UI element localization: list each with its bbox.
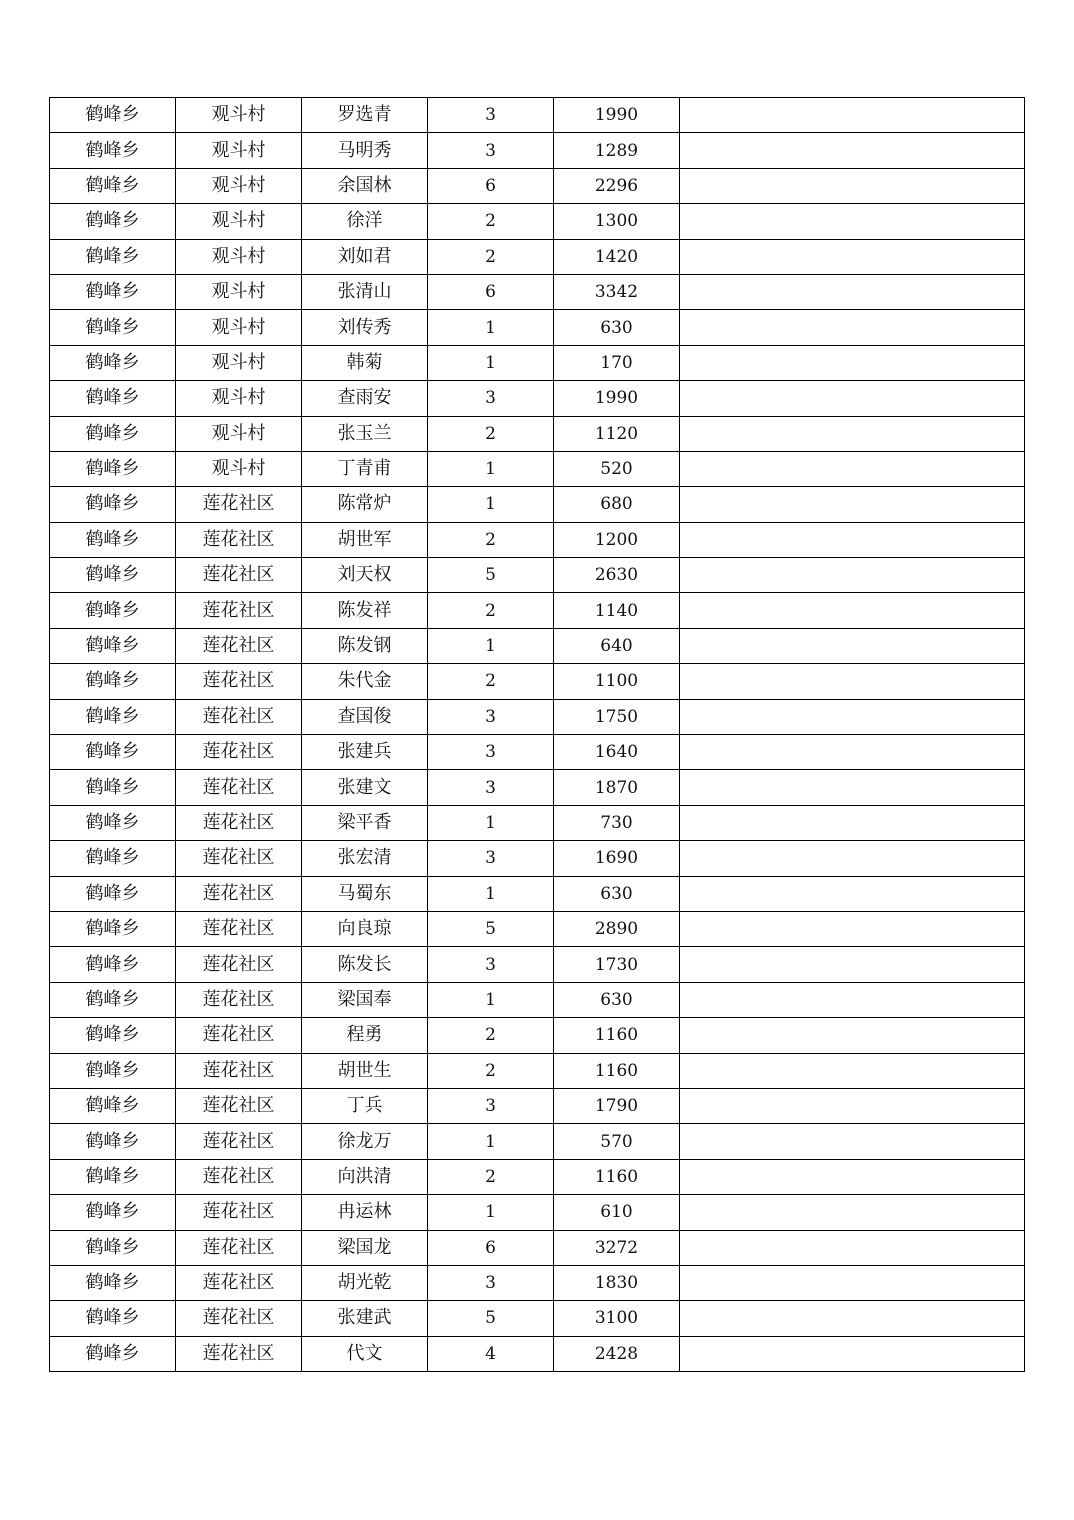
amount-cell: 2296	[554, 168, 680, 203]
township-cell: 鹤峰乡	[50, 841, 176, 876]
table-row	[50, 841, 1025, 876]
amount-cell: 1790	[554, 1088, 680, 1123]
members-cell: 1	[428, 1124, 554, 1159]
township-cell: 鹤峰乡	[50, 204, 176, 239]
name-cell: 查雨安	[302, 381, 428, 416]
remark-cell	[680, 1336, 1025, 1371]
village-cell: 莲花社区	[176, 1124, 302, 1159]
township-cell: 鹤峰乡	[50, 416, 176, 451]
name-cell: 丁青甫	[302, 451, 428, 486]
members-cell: 3	[428, 1088, 554, 1123]
table-row	[50, 381, 1025, 416]
township-cell: 鹤峰乡	[50, 1301, 176, 1336]
township-cell: 鹤峰乡	[50, 451, 176, 486]
remark-cell	[680, 1088, 1025, 1123]
table-row	[50, 1159, 1025, 1194]
name-cell: 程勇	[302, 1018, 428, 1053]
name-cell: 张建兵	[302, 735, 428, 770]
name-cell: 刘传秀	[302, 310, 428, 345]
table-row	[50, 805, 1025, 840]
name-cell: 查国俊	[302, 699, 428, 734]
table-row	[50, 416, 1025, 451]
name-cell: 梁国奉	[302, 982, 428, 1017]
table-row	[50, 451, 1025, 486]
township-cell: 鹤峰乡	[50, 735, 176, 770]
table-row	[50, 133, 1025, 168]
members-cell: 3	[428, 770, 554, 805]
amount-cell: 630	[554, 876, 680, 911]
village-cell: 莲花社区	[176, 1230, 302, 1265]
remark-cell	[680, 664, 1025, 699]
members-cell: 1	[428, 805, 554, 840]
township-cell: 鹤峰乡	[50, 168, 176, 203]
remark-cell	[680, 522, 1025, 557]
members-cell: 2	[428, 239, 554, 274]
amount-cell: 2428	[554, 1336, 680, 1371]
remark-cell	[680, 982, 1025, 1017]
members-cell: 3	[428, 947, 554, 982]
township-cell: 鹤峰乡	[50, 133, 176, 168]
village-cell: 观斗村	[176, 168, 302, 203]
table-row	[50, 487, 1025, 522]
township-cell: 鹤峰乡	[50, 1124, 176, 1159]
village-cell: 莲花社区	[176, 1336, 302, 1371]
township-cell: 鹤峰乡	[50, 628, 176, 663]
remark-cell	[680, 1159, 1025, 1194]
name-cell: 徐洋	[302, 204, 428, 239]
name-cell: 陈发祥	[302, 593, 428, 628]
township-cell: 鹤峰乡	[50, 381, 176, 416]
remark-cell	[680, 416, 1025, 451]
village-cell: 莲花社区	[176, 911, 302, 946]
amount-cell: 1160	[554, 1159, 680, 1194]
members-cell: 3	[428, 699, 554, 734]
village-cell: 观斗村	[176, 133, 302, 168]
members-cell: 1	[428, 310, 554, 345]
amount-cell: 680	[554, 487, 680, 522]
table-row	[50, 876, 1025, 911]
township-cell: 鹤峰乡	[50, 1230, 176, 1265]
amount-cell: 1200	[554, 522, 680, 557]
members-cell: 2	[428, 1018, 554, 1053]
township-cell: 鹤峰乡	[50, 593, 176, 628]
remark-cell	[680, 451, 1025, 486]
amount-cell: 1750	[554, 699, 680, 734]
village-cell: 观斗村	[176, 416, 302, 451]
village-cell: 莲花社区	[176, 699, 302, 734]
amount-cell: 610	[554, 1195, 680, 1230]
amount-cell: 170	[554, 345, 680, 380]
village-cell: 莲花社区	[176, 593, 302, 628]
village-cell: 观斗村	[176, 345, 302, 380]
township-cell: 鹤峰乡	[50, 487, 176, 522]
amount-cell: 1160	[554, 1018, 680, 1053]
members-cell: 2	[428, 1053, 554, 1088]
township-cell: 鹤峰乡	[50, 805, 176, 840]
township-cell: 鹤峰乡	[50, 911, 176, 946]
village-cell: 莲花社区	[176, 876, 302, 911]
village-cell: 观斗村	[176, 451, 302, 486]
table-row	[50, 1088, 1025, 1123]
amount-cell: 1420	[554, 239, 680, 274]
members-cell: 1	[428, 487, 554, 522]
township-cell: 鹤峰乡	[50, 770, 176, 805]
amount-cell: 1830	[554, 1265, 680, 1300]
village-cell: 莲花社区	[176, 735, 302, 770]
amount-cell: 1160	[554, 1053, 680, 1088]
village-cell: 莲花社区	[176, 558, 302, 593]
village-cell: 莲花社区	[176, 1159, 302, 1194]
name-cell: 丁兵	[302, 1088, 428, 1123]
village-cell: 观斗村	[176, 381, 302, 416]
table-row	[50, 310, 1025, 345]
members-cell: 6	[428, 168, 554, 203]
name-cell: 张玉兰	[302, 416, 428, 451]
amount-cell: 1100	[554, 664, 680, 699]
members-cell: 2	[428, 1159, 554, 1194]
township-cell: 鹤峰乡	[50, 876, 176, 911]
remark-cell	[680, 735, 1025, 770]
village-cell: 观斗村	[176, 239, 302, 274]
name-cell: 马明秀	[302, 133, 428, 168]
village-cell: 莲花社区	[176, 1088, 302, 1123]
household-table	[49, 97, 1025, 1372]
members-cell: 2	[428, 204, 554, 239]
members-cell: 5	[428, 1301, 554, 1336]
table-row	[50, 982, 1025, 1017]
amount-cell: 1730	[554, 947, 680, 982]
name-cell: 向良琼	[302, 911, 428, 946]
township-cell: 鹤峰乡	[50, 1195, 176, 1230]
table-row	[50, 274, 1025, 309]
members-cell: 3	[428, 735, 554, 770]
members-cell: 2	[428, 522, 554, 557]
table-row	[50, 1301, 1025, 1336]
township-cell: 鹤峰乡	[50, 274, 176, 309]
remark-cell	[680, 1265, 1025, 1300]
remark-cell	[680, 628, 1025, 663]
remark-cell	[680, 1301, 1025, 1336]
village-cell: 莲花社区	[176, 1195, 302, 1230]
remark-cell	[680, 381, 1025, 416]
table-row	[50, 1195, 1025, 1230]
amount-cell: 3100	[554, 1301, 680, 1336]
members-cell: 3	[428, 381, 554, 416]
name-cell: 马蜀东	[302, 876, 428, 911]
members-cell: 3	[428, 133, 554, 168]
table-row	[50, 1265, 1025, 1300]
amount-cell: 1990	[554, 98, 680, 133]
name-cell: 刘如君	[302, 239, 428, 274]
name-cell: 胡世军	[302, 522, 428, 557]
township-cell: 鹤峰乡	[50, 1018, 176, 1053]
table-row	[50, 204, 1025, 239]
village-cell: 莲花社区	[176, 1053, 302, 1088]
amount-cell: 1140	[554, 593, 680, 628]
amount-cell: 2890	[554, 911, 680, 946]
table-row	[50, 593, 1025, 628]
township-cell: 鹤峰乡	[50, 1265, 176, 1300]
amount-cell: 1640	[554, 735, 680, 770]
table-row	[50, 558, 1025, 593]
township-cell: 鹤峰乡	[50, 558, 176, 593]
township-cell: 鹤峰乡	[50, 1088, 176, 1123]
township-cell: 鹤峰乡	[50, 345, 176, 380]
remark-cell	[680, 1053, 1025, 1088]
township-cell: 鹤峰乡	[50, 947, 176, 982]
table-row	[50, 1053, 1025, 1088]
remark-cell	[680, 310, 1025, 345]
name-cell: 梁国龙	[302, 1230, 428, 1265]
remark-cell	[680, 1230, 1025, 1265]
township-cell: 鹤峰乡	[50, 1053, 176, 1088]
remark-cell	[680, 345, 1025, 380]
remark-cell	[680, 593, 1025, 628]
township-cell: 鹤峰乡	[50, 982, 176, 1017]
remark-cell	[680, 770, 1025, 805]
table-body	[50, 98, 1025, 1372]
name-cell: 朱代金	[302, 664, 428, 699]
village-cell: 观斗村	[176, 274, 302, 309]
amount-cell: 1300	[554, 204, 680, 239]
remark-cell	[680, 98, 1025, 133]
name-cell: 刘天权	[302, 558, 428, 593]
members-cell: 1	[428, 451, 554, 486]
table-row	[50, 628, 1025, 663]
remark-cell	[680, 699, 1025, 734]
amount-cell: 3342	[554, 274, 680, 309]
amount-cell: 520	[554, 451, 680, 486]
name-cell: 张宏清	[302, 841, 428, 876]
remark-cell	[680, 558, 1025, 593]
township-cell: 鹤峰乡	[50, 522, 176, 557]
remark-cell	[680, 239, 1025, 274]
table-row	[50, 735, 1025, 770]
remark-cell	[680, 911, 1025, 946]
township-cell: 鹤峰乡	[50, 1159, 176, 1194]
village-cell: 莲花社区	[176, 1301, 302, 1336]
amount-cell: 570	[554, 1124, 680, 1159]
table-row	[50, 664, 1025, 699]
amount-cell: 630	[554, 310, 680, 345]
members-cell: 2	[428, 593, 554, 628]
village-cell: 观斗村	[176, 310, 302, 345]
village-cell: 莲花社区	[176, 522, 302, 557]
remark-cell	[680, 805, 1025, 840]
table-row	[50, 1336, 1025, 1371]
amount-cell: 3272	[554, 1230, 680, 1265]
name-cell: 向洪清	[302, 1159, 428, 1194]
members-cell: 1	[428, 628, 554, 663]
remark-cell	[680, 168, 1025, 203]
remark-cell	[680, 133, 1025, 168]
members-cell: 1	[428, 345, 554, 380]
village-cell: 莲花社区	[176, 1265, 302, 1300]
table-row	[50, 1124, 1025, 1159]
amount-cell: 1120	[554, 416, 680, 451]
township-cell: 鹤峰乡	[50, 1336, 176, 1371]
village-cell: 莲花社区	[176, 770, 302, 805]
table-row	[50, 1018, 1025, 1053]
table-row	[50, 98, 1025, 133]
remark-cell	[680, 487, 1025, 522]
name-cell: 陈常炉	[302, 487, 428, 522]
name-cell: 梁平香	[302, 805, 428, 840]
remark-cell	[680, 876, 1025, 911]
name-cell: 陈发钢	[302, 628, 428, 663]
remark-cell	[680, 1018, 1025, 1053]
members-cell: 3	[428, 841, 554, 876]
table-row	[50, 522, 1025, 557]
members-cell: 5	[428, 558, 554, 593]
amount-cell: 1690	[554, 841, 680, 876]
members-cell: 5	[428, 911, 554, 946]
members-cell: 2	[428, 664, 554, 699]
members-cell: 1	[428, 982, 554, 1017]
remark-cell	[680, 947, 1025, 982]
remark-cell	[680, 1124, 1025, 1159]
village-cell: 观斗村	[176, 98, 302, 133]
members-cell: 6	[428, 274, 554, 309]
village-cell: 莲花社区	[176, 664, 302, 699]
table-row	[50, 1230, 1025, 1265]
table-row	[50, 770, 1025, 805]
name-cell: 胡世生	[302, 1053, 428, 1088]
members-cell: 6	[428, 1230, 554, 1265]
members-cell: 1	[428, 1195, 554, 1230]
remark-cell	[680, 274, 1025, 309]
amount-cell: 1990	[554, 381, 680, 416]
amount-cell: 730	[554, 805, 680, 840]
amount-cell: 640	[554, 628, 680, 663]
village-cell: 观斗村	[176, 204, 302, 239]
village-cell: 莲花社区	[176, 982, 302, 1017]
name-cell: 徐龙万	[302, 1124, 428, 1159]
amount-cell: 630	[554, 982, 680, 1017]
amount-cell: 2630	[554, 558, 680, 593]
name-cell: 余国林	[302, 168, 428, 203]
township-cell: 鹤峰乡	[50, 98, 176, 133]
table-row	[50, 239, 1025, 274]
name-cell: 陈发长	[302, 947, 428, 982]
table-row	[50, 699, 1025, 734]
village-cell: 莲花社区	[176, 487, 302, 522]
name-cell: 张清山	[302, 274, 428, 309]
name-cell: 张建武	[302, 1301, 428, 1336]
members-cell: 1	[428, 876, 554, 911]
members-cell: 2	[428, 416, 554, 451]
remark-cell	[680, 1195, 1025, 1230]
village-cell: 莲花社区	[176, 1018, 302, 1053]
name-cell: 韩菊	[302, 345, 428, 380]
village-cell: 莲花社区	[176, 841, 302, 876]
township-cell: 鹤峰乡	[50, 699, 176, 734]
table-row	[50, 345, 1025, 380]
name-cell: 胡光乾	[302, 1265, 428, 1300]
table-row	[50, 168, 1025, 203]
name-cell: 代文	[302, 1336, 428, 1371]
remark-cell	[680, 204, 1025, 239]
members-cell: 3	[428, 1265, 554, 1300]
amount-cell: 1870	[554, 770, 680, 805]
table-row	[50, 947, 1025, 982]
name-cell: 张建文	[302, 770, 428, 805]
amount-cell: 1289	[554, 133, 680, 168]
members-cell: 4	[428, 1336, 554, 1371]
township-cell: 鹤峰乡	[50, 310, 176, 345]
name-cell: 冉运林	[302, 1195, 428, 1230]
village-cell: 莲花社区	[176, 947, 302, 982]
remark-cell	[680, 841, 1025, 876]
table-row	[50, 911, 1025, 946]
members-cell: 3	[428, 98, 554, 133]
township-cell: 鹤峰乡	[50, 664, 176, 699]
name-cell: 罗选青	[302, 98, 428, 133]
village-cell: 莲花社区	[176, 628, 302, 663]
township-cell: 鹤峰乡	[50, 239, 176, 274]
village-cell: 莲花社区	[176, 805, 302, 840]
